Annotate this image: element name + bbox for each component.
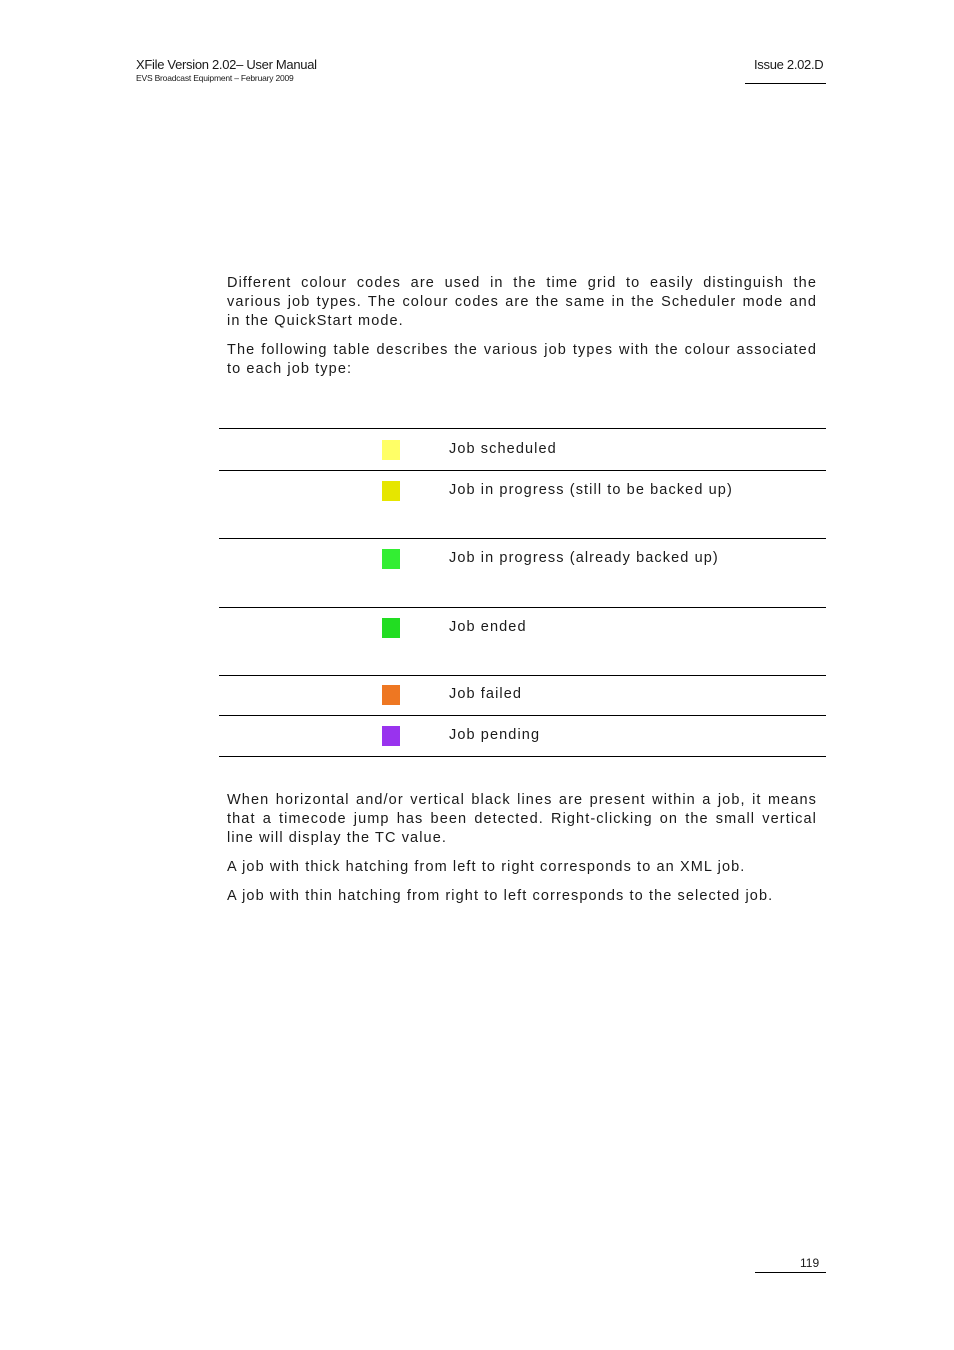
timecode-note: When horizontal and/or vertical black lines are present within a job, it means that a timecode jump has been detected. Right-clicking on the small vertical line will display the TC value.	[227, 792, 817, 846]
legend-row-pending	[219, 716, 826, 757]
footer-rule	[755, 1272, 826, 1273]
colour-swatch	[382, 726, 400, 746]
legend-label: Job in progress (still to be backed up)	[449, 482, 733, 498]
legend-row-ended	[219, 608, 826, 676]
legend-label: Job in progress (already backed up)	[449, 550, 719, 566]
colour-swatch	[382, 481, 400, 501]
selected-job-note: A job with thin hatching from right to left corresponds to the selected job.	[227, 888, 774, 904]
xml-job-note: A job with thick hatching from left to right corresponds to an XML job.	[227, 859, 746, 875]
legend-row-failed	[219, 676, 826, 716]
colour-swatch	[382, 618, 400, 638]
intro-paragraph: Different colour codes are used in the time grid to easily distinguish the various job types. The colour codes are the same in the Scheduler mode and in the QuickStart mode.	[227, 275, 817, 329]
manual-title: XFile Version 2.02– User Manual	[136, 57, 317, 72]
page-number: 119	[800, 1256, 820, 1270]
table-intro-paragraph: The following table describes the various job types with the colour associated to each job type:	[227, 342, 817, 377]
legend-row-in-progress-pending-backup	[219, 471, 826, 539]
legend-label: Job ended	[449, 619, 527, 635]
manual-subtitle: EVS Broadcast Equipment – February 2009	[136, 73, 294, 83]
legend-label: Job pending	[449, 727, 541, 743]
legend-row-in-progress-backed-up	[219, 539, 826, 608]
colour-swatch	[382, 440, 400, 460]
legend-label: Job scheduled	[449, 441, 557, 457]
legend-label: Job failed	[449, 686, 523, 702]
job-colour-table	[219, 428, 826, 757]
colour-swatch	[382, 685, 400, 705]
legend-row-scheduled	[219, 429, 826, 471]
issue-label: Issue 2.02.D	[754, 57, 824, 72]
colour-swatch	[382, 549, 400, 569]
header-rule	[745, 83, 826, 84]
